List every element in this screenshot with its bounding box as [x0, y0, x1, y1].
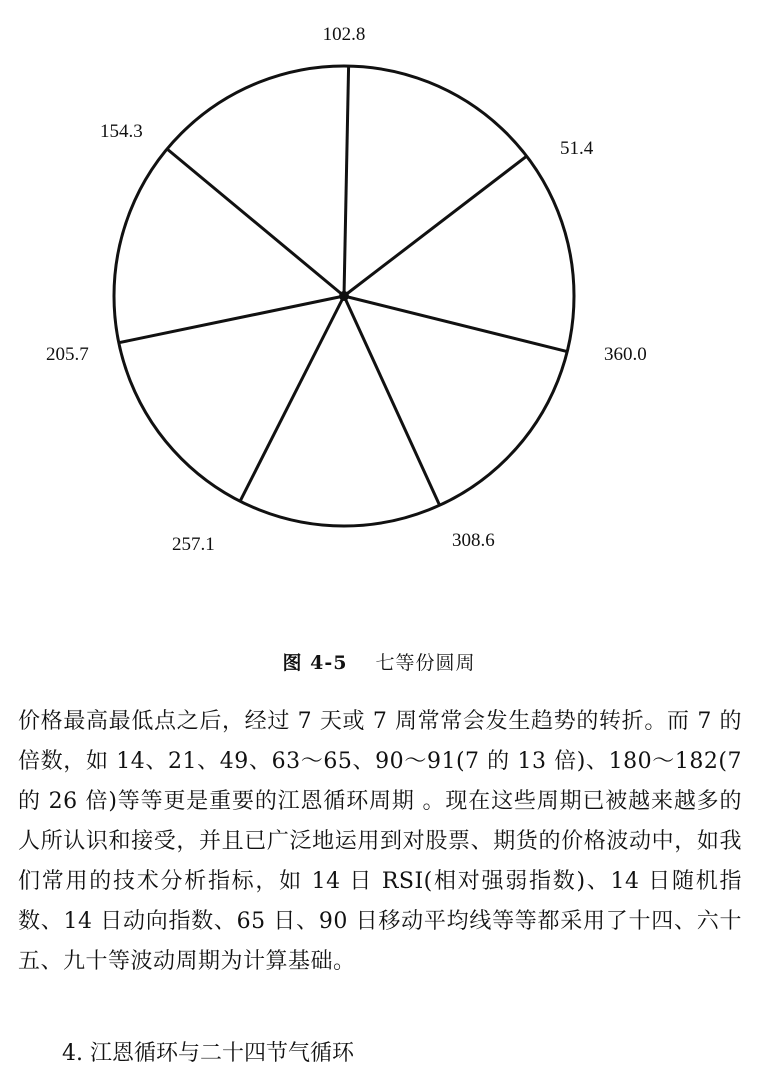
- spoke-line: [344, 66, 349, 296]
- label-205-7: 205.7: [46, 344, 89, 365]
- spoke-line: [344, 296, 567, 352]
- label-51-4: 51.4: [560, 138, 594, 159]
- spoke-line: [167, 149, 344, 296]
- figure-number: 图 4-5: [282, 652, 348, 674]
- spoke-line: [344, 296, 440, 505]
- label-154-3: 154.3: [100, 121, 143, 142]
- center-point: [339, 291, 349, 301]
- body-paragraph-block: [18, 702, 742, 982]
- body-paragraph: 价格最高最低点之后，经过 7 天或 7 周常常会发生趋势的转折。而 7 的倍数，如 14、21、49、63～65、90～91(7 的 13 倍)、180～182(7 的 26 倍)等等更是重要的江恩循环周期 。现在这些周期已被越来越多的人所认识和接受，并且已广泛地运用到对股票、期货的价格波动中，如我们常用的技术分析指标，如 14 日 RSI(相对强弱指数)、14 日随机指数、14 日动向指数、65 日、90 日移动平均线等等都采用了十四、六十五、九十等波动周期为计算基础。: [18, 709, 742, 974]
- section-heading: 4. 江恩循环与二十四节气循环: [62, 1041, 354, 1066]
- spoke-line: [119, 296, 344, 343]
- label-360-0: 360.0: [604, 344, 647, 365]
- figure-caption: [0, 648, 758, 675]
- figure-title: 七等份圆周: [375, 652, 476, 674]
- label-102-8: 102.8: [322, 24, 366, 45]
- label-308-6: 308.6: [452, 530, 495, 551]
- label-257-1: 257.1: [172, 534, 215, 555]
- spoke-line: [344, 156, 527, 296]
- spoke-line: [240, 296, 344, 501]
